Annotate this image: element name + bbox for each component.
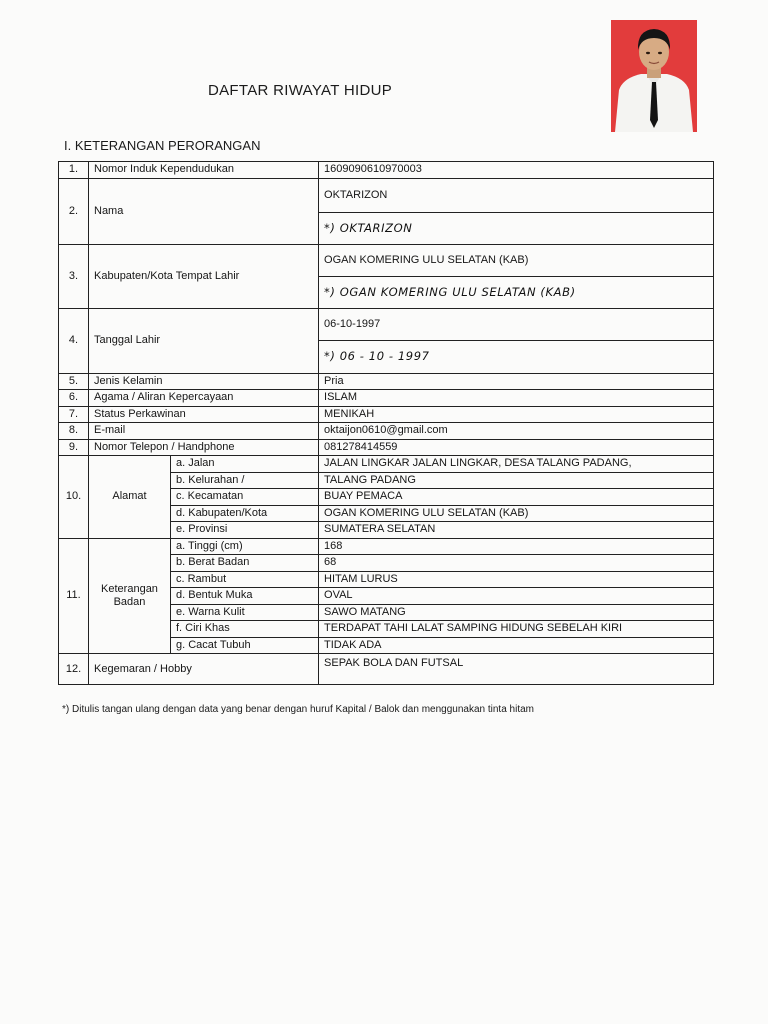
row-label: Kegemaran / Hobby: [89, 654, 319, 685]
row-number: 7.: [59, 406, 89, 423]
table-row: [59, 406, 714, 423]
row-handwritten-value: *) OGAN KOMERING ULU SELATAN (KAB): [319, 276, 714, 308]
person-photo-icon: [611, 20, 697, 132]
sub-value: SUMATERA SELATAN: [319, 522, 714, 539]
sub-label: f. Ciri Khas: [171, 621, 319, 638]
sub-label: d. Bentuk Muka: [171, 588, 319, 605]
row-number: 12.: [59, 654, 89, 685]
sub-label: b. Kelurahan /: [171, 472, 319, 489]
sub-label: a. Tinggi (cm): [171, 538, 319, 555]
sub-value: BUAY PEMACA: [319, 489, 714, 506]
footnote: *) Ditulis tangan ulang dengan data yang benar dengan huruf Kapital / Balok dan menggunakan tinta hitam: [62, 704, 535, 715]
table-row: [59, 308, 714, 340]
row-label-line: Badan: [113, 595, 146, 608]
row-handwritten-value: *) 06 - 10 - 1997: [319, 340, 714, 373]
table-row: [59, 456, 714, 473]
page-title: DAFTAR RIWAYAT HIDUP: [208, 82, 393, 99]
sub-label: b. Berat Badan: [171, 555, 319, 572]
row-number: 1.: [59, 162, 89, 179]
row-value: OKTARIZON: [319, 178, 714, 212]
sub-value: 68: [319, 555, 714, 572]
sub-value: SAWO MATANG: [319, 604, 714, 621]
row-number: 10.: [59, 456, 89, 539]
sub-value: 168: [319, 538, 714, 555]
sub-label: g. Cacat Tubuh: [171, 637, 319, 654]
section-title: I. KETERANGAN PERORANGAN: [64, 138, 261, 153]
table-row: [59, 244, 714, 276]
row-value: ISLAM: [319, 390, 714, 407]
sub-value: OGAN KOMERING ULU SELATAN (KAB): [319, 505, 714, 522]
sub-value: TERDAPAT TAHI LALAT SAMPING HIDUNG SEBELAH KIRI: [319, 621, 714, 638]
sub-label: e. Provinsi: [171, 522, 319, 539]
row-value: SEPAK BOLA DAN FUTSAL: [319, 654, 714, 685]
personal-info-table: [58, 161, 714, 685]
row-value: 1609090610970003: [319, 162, 714, 179]
table-row: [59, 373, 714, 390]
row-number: 6.: [59, 390, 89, 407]
table-row: [59, 423, 714, 440]
row-number: 2.: [59, 178, 89, 244]
row-label: Status Perkawinan: [89, 406, 319, 423]
row-number: 11.: [59, 538, 89, 654]
table-row: [59, 439, 714, 456]
row-label-line: Keterangan: [101, 582, 158, 595]
row-label: Jenis Kelamin: [89, 373, 319, 390]
sub-value: TIDAK ADA: [319, 637, 714, 654]
sub-label: a. Jalan: [171, 456, 319, 473]
row-value: OGAN KOMERING ULU SELATAN (KAB): [319, 244, 714, 276]
sub-value: JALAN LINGKAR JALAN LINGKAR, DESA TALANG PADANG,: [319, 456, 714, 473]
row-handwritten-value: *) OKTARIZON: [319, 212, 714, 244]
row-value: 06-10-1997: [319, 308, 714, 340]
row-number: 8.: [59, 423, 89, 440]
row-value: MENIKAH: [319, 406, 714, 423]
row-value: 081278414559: [319, 439, 714, 456]
sub-value: OVAL: [319, 588, 714, 605]
table-row: [59, 178, 714, 212]
row-label: Nomor Telepon / Handphone: [89, 439, 319, 456]
row-number: 5.: [59, 373, 89, 390]
row-label: Nama: [89, 178, 319, 244]
sub-value: TALANG PADANG: [319, 472, 714, 489]
row-label: Alamat: [89, 456, 171, 539]
sub-label: e. Warna Kulit: [171, 604, 319, 621]
row-number: 9.: [59, 439, 89, 456]
sub-label: c. Rambut: [171, 571, 319, 588]
row-label: Agama / Aliran Kepercayaan: [89, 390, 319, 407]
table-row: [59, 538, 714, 555]
sub-label: d. Kabupaten/Kota: [171, 505, 319, 522]
row-label: [89, 538, 171, 654]
row-label: Tanggal Lahir: [89, 308, 319, 373]
table-row: [59, 162, 714, 179]
row-number: 4.: [59, 308, 89, 373]
sub-label: c. Kecamatan: [171, 489, 319, 506]
table-row: [59, 390, 714, 407]
row-value: oktaijon0610@gmail.com: [319, 423, 714, 440]
row-value: Pria: [319, 373, 714, 390]
row-number: 3.: [59, 244, 89, 308]
row-label: Kabupaten/Kota Tempat Lahir: [89, 244, 319, 308]
row-label: Nomor Induk Kependudukan: [89, 162, 319, 179]
sub-value: HITAM LURUS: [319, 571, 714, 588]
table-row: [59, 654, 714, 685]
row-label: E-mail: [89, 423, 319, 440]
